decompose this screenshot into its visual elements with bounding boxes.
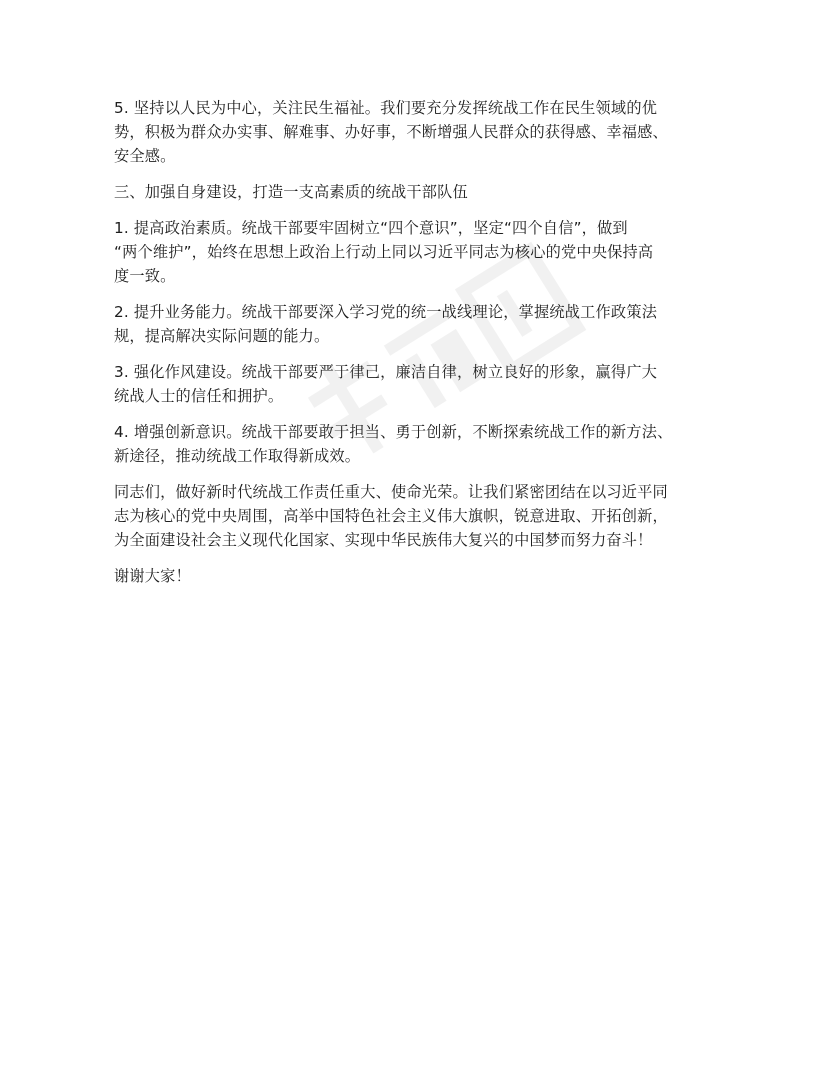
- text-line: 志为核心的党中央周围，高举中国特色社会主义伟大旗帜，锐意进取、开拓创新，: [114, 507, 668, 525]
- text-line: 度一致。: [114, 267, 176, 285]
- text-line: 同志们，做好新时代统战工作责任重大、使命光荣。让我们紧密团结在以习近平同: [114, 483, 668, 501]
- text-line: 为全面建设社会主义现代化国家、实现中华民族伟大复兴的中国梦而努力奋斗！: [114, 531, 653, 549]
- section-heading: [114, 180, 724, 204]
- text-line: 1. 提高政治素质。统战干部要牢固树立“四个意识”，坚定“四个自信”，做到: [114, 219, 628, 237]
- paragraph: [114, 96, 724, 168]
- paragraph: [114, 420, 724, 468]
- paragraph: [114, 564, 724, 588]
- text-line: 新途径，推动统战工作取得新成效。: [114, 447, 361, 465]
- paragraph: [114, 360, 724, 408]
- text-line: 规，提高解决实际问题的能力。: [114, 327, 330, 345]
- text-line: 三、加强自身建设，打造一支高素质的统战干部队伍: [114, 183, 468, 201]
- text-line: 5. 坚持以人民为中心，关注民生福祉。我们要充分发挥统战工作在民生领域的优: [114, 99, 658, 117]
- text-line: 统战人士的信任和拥护。: [114, 387, 284, 405]
- text-line: “两个维护”，始终在思想上政治上行动上同以习近平同志为核心的党中央保持高: [114, 243, 654, 261]
- document-body: [114, 96, 724, 600]
- text-line: 谢谢大家！: [114, 567, 191, 585]
- text-line: 2. 提升业务能力。统战干部要深入学习党的统一战线理论，掌握统战工作政策法: [114, 303, 658, 321]
- text-line: 势，积极为群众办实事、解难事、办好事，不断增强人民群众的获得感、幸福感、: [114, 123, 668, 141]
- text-line: 安全感。: [114, 147, 176, 165]
- text-line: 3. 强化作风建设。统战干部要严于律己，廉洁自律，树立良好的形象，赢得广大: [114, 363, 658, 381]
- paragraph: [114, 300, 724, 348]
- paragraph: [114, 216, 724, 288]
- paragraph: [114, 480, 724, 552]
- text-line: 4. 增强创新意识。统战干部要敢于担当、勇于创新，不断探索统战工作的新方法、: [114, 423, 673, 441]
